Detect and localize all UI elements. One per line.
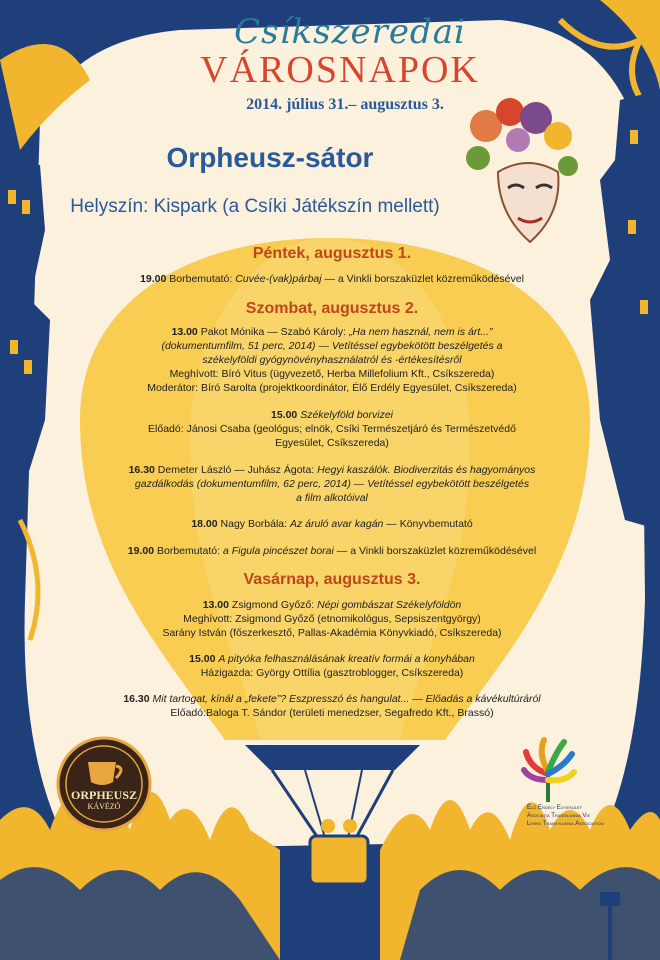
event-guest: Meghívott: Zsigmond Győző (etnomikológus, Sepsiszentgyörgy) <box>183 613 481 625</box>
day-section-saturday <box>90 299 574 558</box>
event-item <box>90 517 574 531</box>
event-time: 15.00 <box>189 653 216 665</box>
event-text: Pakot Mónika — Szabó Károly: <box>200 326 349 338</box>
event-moderator: Moderátor: Bíró Sarolta (projektkoordinátor, Élő Erdély Egyesület, Csíkszereda) <box>147 382 517 394</box>
association-name <box>527 804 647 828</box>
brand-title-line2: VÁROSNAPOK <box>200 49 480 91</box>
event-text: Nagy Borbála: <box>220 518 290 530</box>
event-item <box>90 598 574 640</box>
event-title: Az áruló avar kagán <box>289 518 384 530</box>
event-guest: Meghívott: Bíró Vitus (ügyvezető, Herba Millefolium Kft., Csíkszereda) <box>169 368 495 380</box>
day-heading: Péntek, augusztus 1. <box>252 245 412 262</box>
event-time: 19.00 <box>127 545 155 557</box>
day-heading: Szombat, augusztus 2. <box>245 300 419 317</box>
event-title: Hegyi kaszálók. Biodiverzitás és hagyományos <box>317 464 536 476</box>
event-item <box>90 463 574 505</box>
event-speaker: Előadó:Baloga T. Sándor (területi menedzser, Segafredo Kft., Brassó) <box>170 707 494 719</box>
event-item <box>90 272 574 286</box>
event-item <box>90 408 574 450</box>
association-line: Living Transylvania Association <box>527 821 604 827</box>
logo-sub: KÁVÉZÓ <box>87 802 121 811</box>
event-item <box>90 544 574 558</box>
event-title: a film alkotóival <box>296 492 368 504</box>
event-time: 18.00 <box>191 518 218 530</box>
event-time: 13.00 <box>171 326 198 338</box>
event-title: Cuvée-(vak)párbaj <box>235 273 322 285</box>
event-title: (dokumentumfilm, 51 perc, 2014) — Vetítéssel egybekötött beszélgetés a <box>161 340 503 352</box>
event-time: 16.30 <box>123 693 150 705</box>
event-dates: 2014. július 31.– augusztus 3. <box>246 96 444 113</box>
day-section-friday <box>90 244 574 286</box>
day-heading: Vasárnap, augusztus 3. <box>243 571 421 588</box>
event-time: 19.00 <box>140 273 167 285</box>
brand-title-line1: Csíkszeredai <box>234 12 466 52</box>
orpheusz-logo <box>56 736 152 832</box>
event-item <box>90 325 574 395</box>
event-title: „Ha nem használ, nem is árt...” <box>348 326 493 338</box>
logo-name: ORPHEUSZ <box>70 788 137 802</box>
event-text: Zsigmond Győző: <box>231 599 318 611</box>
event-speaker: Egyesület, Csíkszereda) <box>275 437 389 449</box>
living-transylvania-logo <box>518 734 578 804</box>
event-text: Borbemutató: <box>169 273 236 285</box>
page-title: Orpheusz-sátor <box>166 142 374 173</box>
event-title: gazdálkodás (dokumentumfilm, 62 perc, 2014) — Vetítéssel egybekötött beszélgetés <box>134 478 530 490</box>
venue-line: Helyszín: Kispark (a Csíki Játékszín mellett) <box>70 196 440 217</box>
event-text: — Előadás a kávékultúráról <box>409 693 541 705</box>
event-time: 16.30 <box>128 464 155 476</box>
event-title: a Figula pincészet borai <box>222 545 334 557</box>
event-guest: Sarány István (főszerkesztő, Pallas-Akadémia Könyvkiadó, Csíkszereda) <box>162 627 502 639</box>
event-time: 15.00 <box>271 409 298 421</box>
event-item <box>90 692 574 720</box>
event-speaker: Előadó: Jánosi Csaba (geológus; elnök, Csíki Természetjáró és Természetvédő <box>148 423 516 435</box>
event-title: székelyföldi gyógynövényhasználatról és -értékesítésről <box>202 354 462 366</box>
event-title: Népi gombászat Székelyföldön <box>317 599 462 611</box>
association-line: Asociaţia Transilvania Vie <box>527 813 591 819</box>
event-text: Demeter László — Juhász Ágota: <box>157 464 318 476</box>
event-item <box>90 652 574 680</box>
event-title: Mit tartogat, kínál a „fekete”? Eszpresszó és hangulat... <box>152 693 410 705</box>
event-host: Házigazda: György Ottília (gasztroblogger, Csíkszereda) <box>200 667 464 679</box>
event-title: Székelyföld borvizei <box>300 409 393 421</box>
mask-illustration <box>458 96 588 252</box>
event-text: — a Vinkli borszaküzlet közreműködésével <box>321 273 524 285</box>
event-text: — Könyvbemutató <box>383 518 473 530</box>
association-line: Élő Erdély Egyesület <box>527 805 583 811</box>
event-text: — a Vinkli borszaküzlet közreműködésével <box>333 545 537 557</box>
coffee-cup-icon <box>56 736 152 832</box>
event-time: 13.00 <box>202 599 229 611</box>
event-title: A pityóka felhasználásának kreatív formái a konyhában <box>218 653 475 665</box>
event-text: Borbemutató: <box>157 545 223 557</box>
day-section-sunday <box>90 570 574 720</box>
